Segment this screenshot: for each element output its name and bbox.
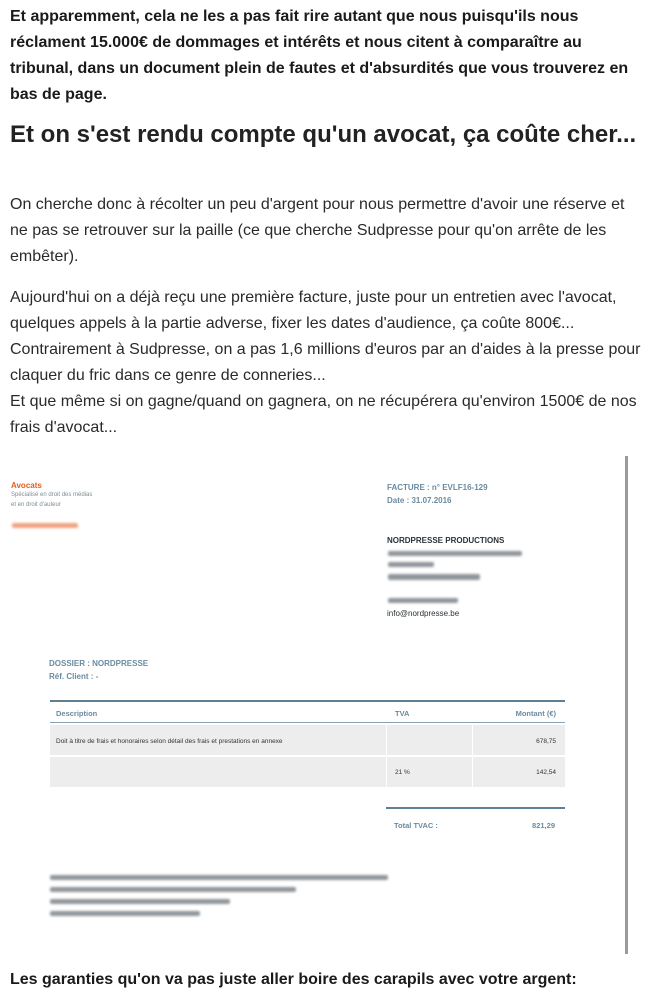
total-label: Total TVAC : [394,821,438,830]
firm-specialty-line-1: Spécialisé en droit des médias [11,492,93,498]
redacted-bank-line-2 [50,887,296,892]
redacted-bank-line-4 [50,911,200,916]
dossier-label: DOSSIER : NORDPRESSE [49,659,149,668]
redacted-city-line [388,562,434,567]
total-rule [386,807,565,809]
guarantees-heading: Les garanties qu'on va pas juste aller boire des carapils avec votre argent: [10,971,577,988]
invoice-explanation-line-1: Aujourd'hui on a déjà reçu une première facture, juste pour un entretien avec l'avocat, quelques appels à la partie adverse, fixer les dates d'audience, ça coûte 800€... Contrairement à Sudpresse, on a pas 1,6 millions d'euros par an d'aides à la presse pour claquer du fric dans ce genre de conneries... [10,289,641,384]
column-header-vat: TVA [395,709,410,718]
total-value: 821,29 [532,821,555,830]
redacted-address-line [388,551,522,556]
firm-specialty-line-2: et en droit d'auteur [11,502,61,508]
table-top-rule [50,700,565,702]
invoice-number: FACTURE : n° EVLF16-129 [387,483,488,492]
invoice-image [0,450,655,960]
row-2-vat: 21 % [395,769,410,776]
invoice-scrollbar[interactable] [625,456,628,954]
redacted-bank-line-3 [50,899,230,904]
redacted-contact-line [388,598,458,603]
client-name: NORDPRESSE PRODUCTIONS [387,536,505,545]
firm-name: Avocats [11,481,42,490]
intro-paragraph: Et apparemment, cela ne les a pas fait rire autant que nous puisqu'ils nous réclament 15.000€ de dommages et intérêts et nous citent à comparaître au tribunal, dans un document plein de fautes et d'absurdités que vous trouverez en bas de page. [10,8,629,103]
row-1-amount: 678,75 [536,738,556,745]
row-1-description: Doit à titre de frais et honoraires selon détail des frais et prestations en annexe [56,738,283,745]
invoice-date: Date : 31.07.2016 [387,496,452,505]
client-reference: Réf. Client : - [49,672,99,681]
client-email: info@nordpresse.be [387,609,460,618]
fundraising-paragraph: On cherche donc à récolter un peu d'argent pour nous permettre d'avoir une réserve et ne pas se retrouver sur la paille (ce que cherche Sudpresse pour qu'on arrête de les embêter). [10,196,625,265]
invoice-explanation [10,285,646,441]
column-divider [386,725,387,787]
table-row [50,757,565,787]
redacted-firm-email [12,523,78,528]
column-header-description: Description [56,709,98,718]
redacted-bank-line-1 [50,875,388,880]
column-header-amount: Montant (€) [515,709,556,718]
redacted-vat-line [388,574,480,580]
column-divider [472,725,473,787]
section-heading: Et on s'est rendu compte qu'un avocat, ça coûte cher... [10,121,637,148]
invoice-explanation-line-2: Et que même si on gagne/quand on gagnera, on ne récupérera qu'environ 1500€ de nos frais d'avocat... [10,393,637,436]
row-2-amount: 142,54 [536,769,556,776]
table-header-rule [50,722,565,723]
